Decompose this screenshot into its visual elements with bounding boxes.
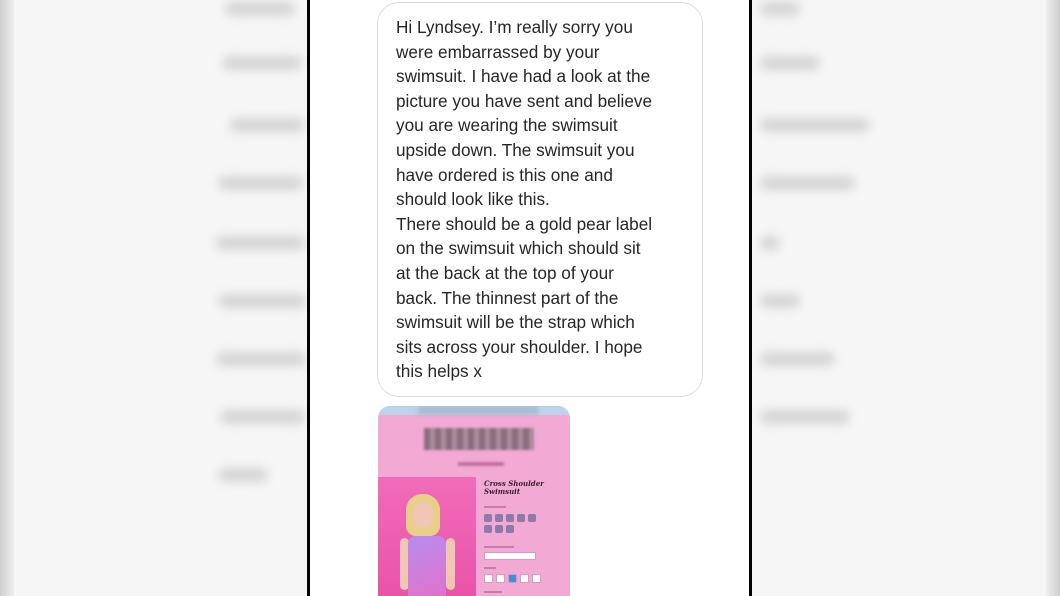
model-swimsuit bbox=[408, 536, 446, 596]
blur-line bbox=[230, 118, 305, 132]
option-select bbox=[484, 552, 536, 560]
swatch bbox=[495, 514, 503, 522]
swatch bbox=[506, 514, 514, 522]
blur-line bbox=[760, 2, 800, 16]
blur-line bbox=[218, 294, 306, 308]
blur-line bbox=[216, 352, 306, 366]
message-text: Hi Lyndsey. I’m really sorry you were embarrassed by your swimsuit. I have had a look at the picture you have sent and believe you are wearing the swimsuit upside down. The swimsuit you have ordered is this one and should look like this. There should be a gold pear label on the swimsuit which should sit at the back at the top of your back. The thinnest part of the swimsuit will be the strap which sits across your shoulder. I hope this helps x bbox=[396, 17, 653, 382]
blur-line bbox=[225, 2, 295, 16]
phone-screenshot bbox=[307, 0, 752, 596]
size-option-selected bbox=[508, 574, 517, 583]
blur-line bbox=[220, 410, 305, 424]
model-arm bbox=[446, 538, 455, 590]
size-option bbox=[484, 574, 493, 583]
blur-line bbox=[222, 56, 302, 70]
blur-line bbox=[760, 294, 800, 308]
model-face bbox=[413, 502, 433, 528]
blur-line bbox=[760, 118, 870, 132]
blur-line bbox=[760, 410, 850, 424]
product-title: Cross Shoulder Swimsuit bbox=[484, 479, 544, 496]
blur-line bbox=[760, 352, 835, 366]
swatch bbox=[517, 514, 525, 522]
color-swatches bbox=[484, 514, 544, 533]
blur-line bbox=[215, 236, 305, 250]
size-option bbox=[520, 574, 529, 583]
swatch bbox=[484, 514, 492, 522]
blurred-label bbox=[484, 591, 502, 593]
attached-product-screenshot[interactable] bbox=[378, 406, 570, 596]
size-options bbox=[484, 574, 541, 583]
swatch bbox=[495, 525, 503, 533]
background-edge-left bbox=[0, 0, 14, 596]
blurred-url bbox=[418, 406, 538, 415]
swatch bbox=[528, 514, 536, 522]
blurred-label bbox=[484, 546, 514, 548]
message-bubble bbox=[377, 2, 703, 397]
blur-line bbox=[218, 468, 268, 482]
swatch bbox=[506, 525, 514, 533]
size-option bbox=[496, 574, 505, 583]
blurred-label bbox=[484, 506, 506, 508]
blurred-breadcrumb bbox=[458, 462, 504, 466]
blur-line bbox=[218, 176, 303, 190]
size-option bbox=[532, 574, 541, 583]
blur-line bbox=[760, 176, 855, 190]
blur-line bbox=[760, 56, 820, 70]
blur-line bbox=[760, 236, 780, 250]
blurred-store-logo bbox=[424, 428, 534, 450]
blurred-label bbox=[484, 567, 496, 569]
background-edge-right bbox=[1046, 0, 1060, 596]
swatch bbox=[484, 525, 492, 533]
